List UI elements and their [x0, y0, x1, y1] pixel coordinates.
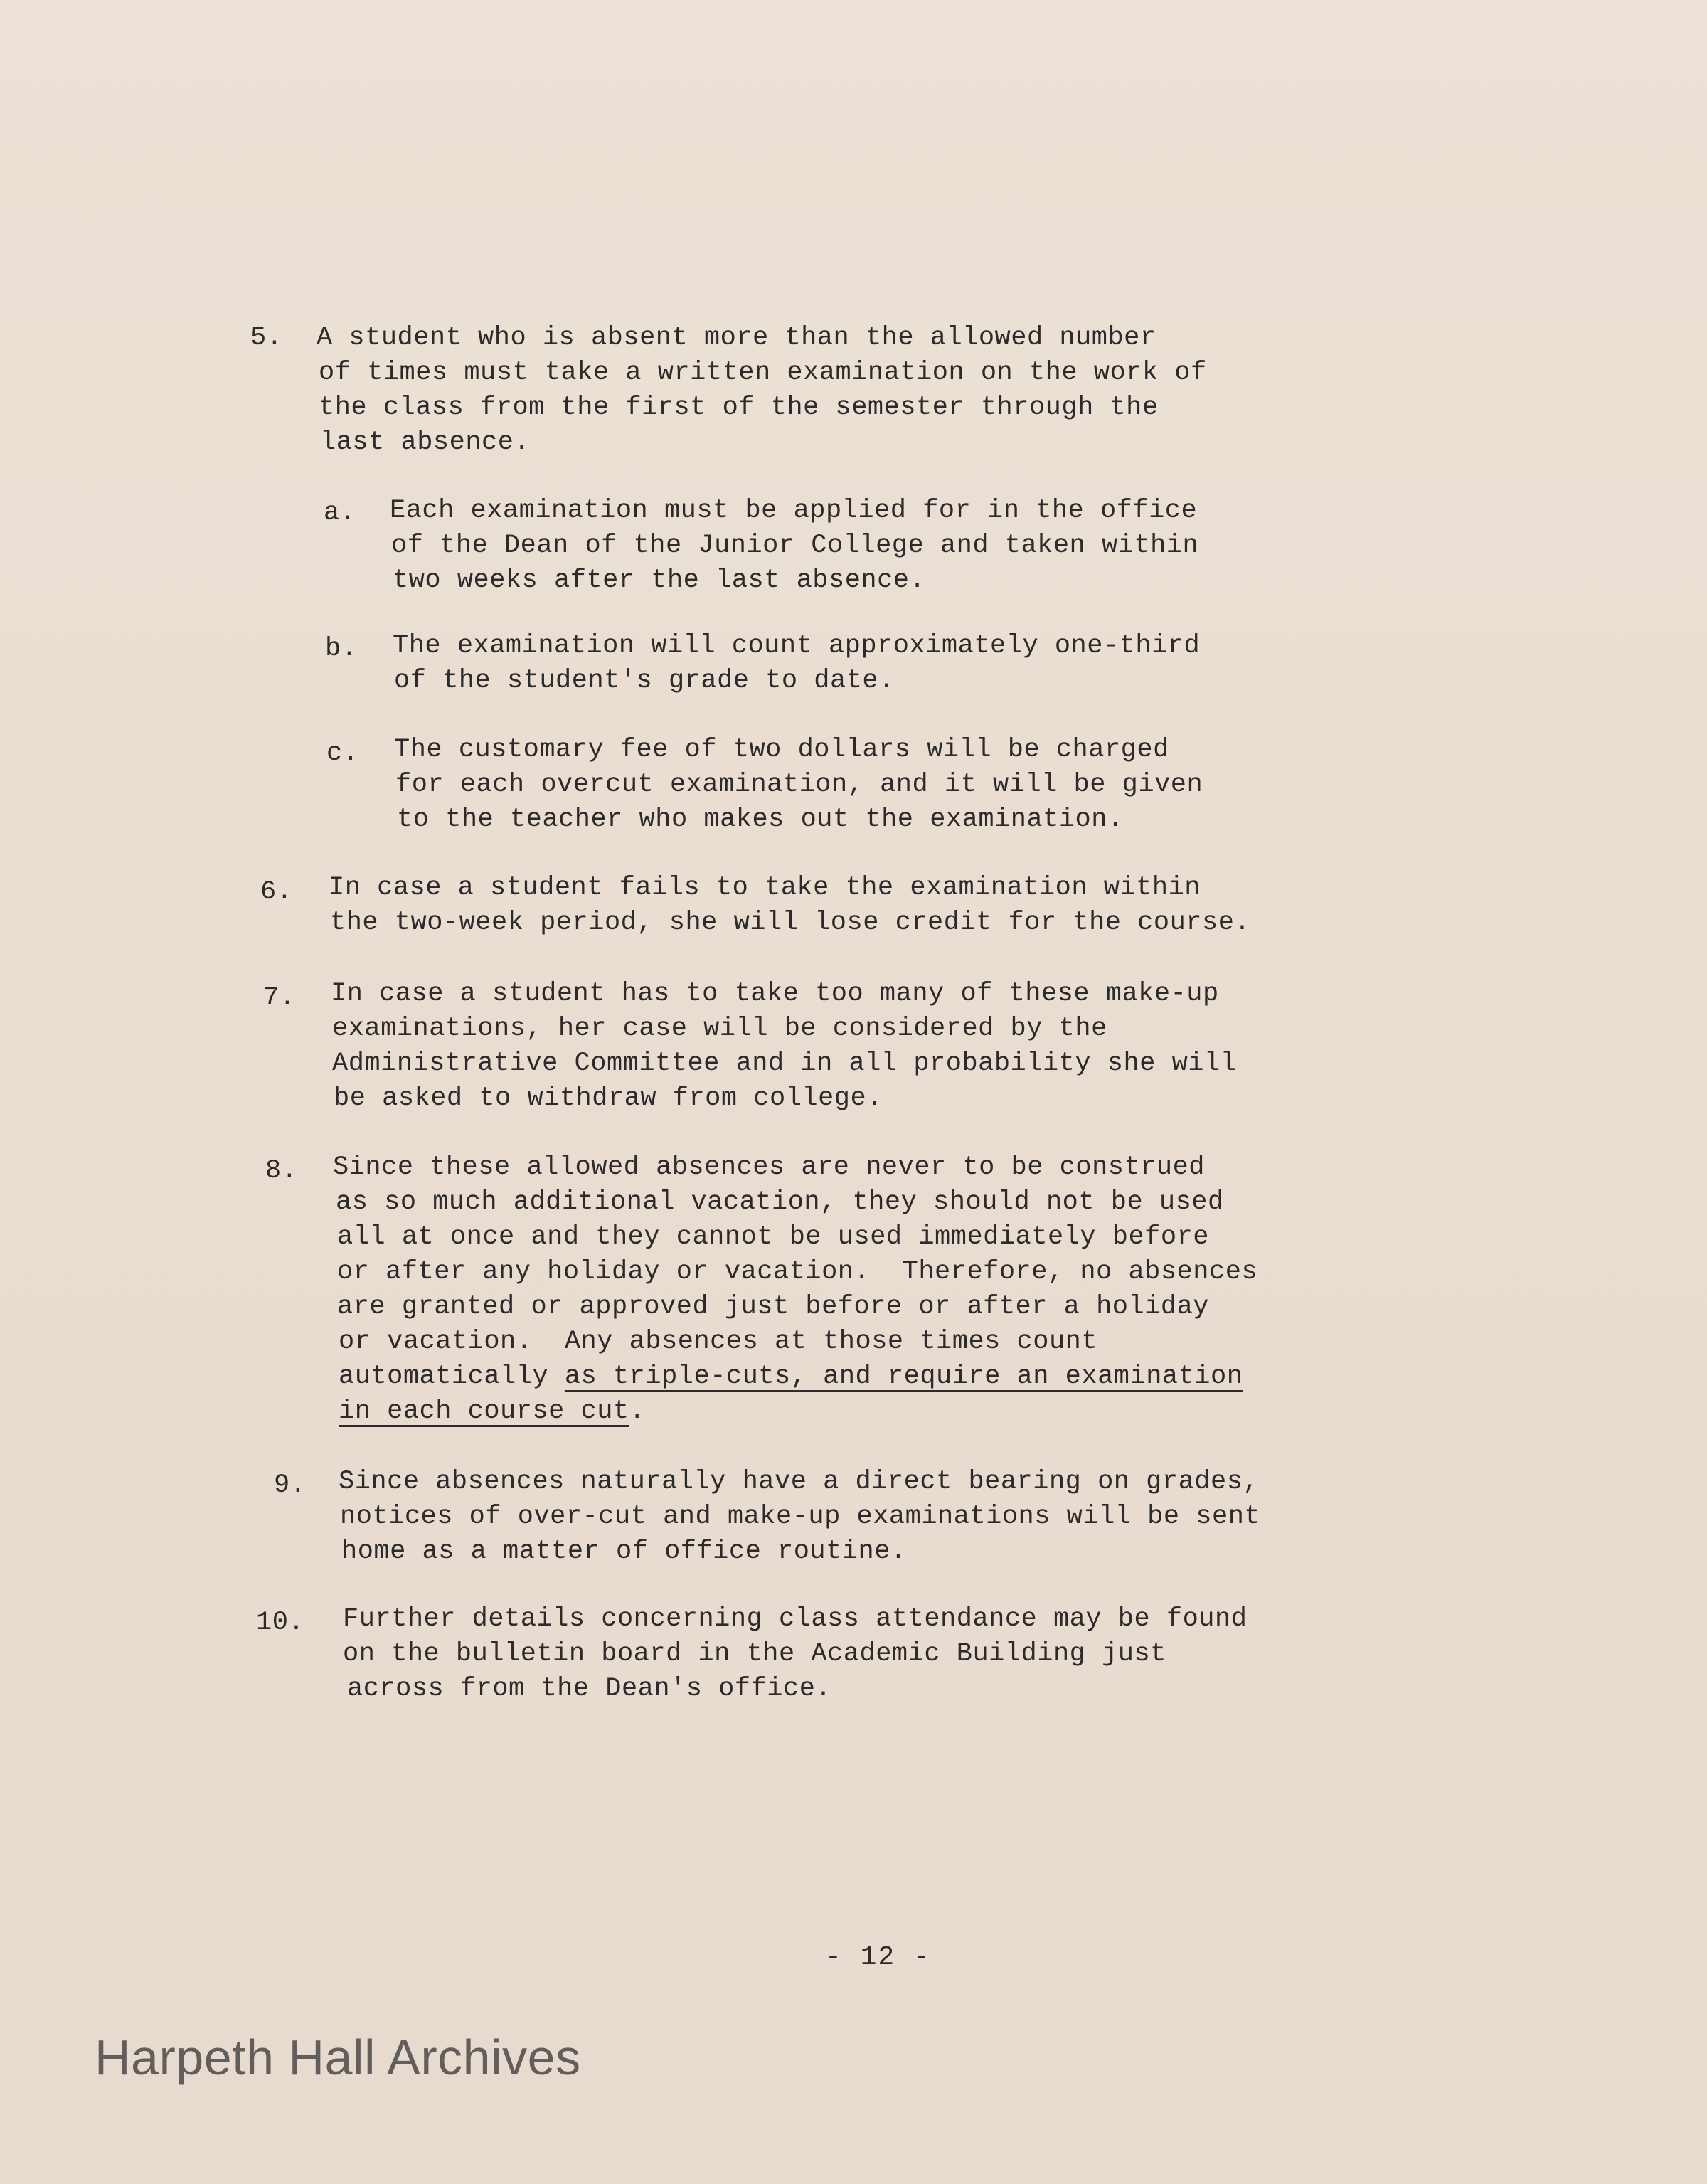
item-line [339, 1394, 645, 1429]
item-number: 5. [250, 323, 283, 353]
item-number: 10. [256, 1608, 305, 1638]
item-line: across from the Dean's office. [347, 1674, 832, 1704]
item-line: home as a matter of office routine. [341, 1537, 907, 1567]
archive-watermark: Harpeth Hall Archives [95, 2030, 581, 2085]
item-line: are granted or approved just before or after a holiday [337, 1292, 1209, 1322]
item-line: The examination will count approximately one-third [393, 631, 1201, 661]
item-line: Further details concerning class attendance may be found [343, 1604, 1248, 1634]
item-line: examinations, her case will be considered by the [332, 1014, 1107, 1044]
item-line: or after any holiday or vacation. Therefore, no absences [337, 1257, 1258, 1287]
item-line: Since absences naturally have a direct bearing on grades, [339, 1467, 1260, 1497]
item-line: In case a student fails to take the examination within [329, 873, 1201, 903]
item-line: or vacation. Any absences at those times count [339, 1327, 1098, 1357]
item-line-plain: automatically [339, 1362, 565, 1391]
item-line: the class from the first of the semester through the [319, 393, 1159, 423]
item-line: for each overcut examination, and it will be given [395, 770, 1203, 800]
item-line: last absence. [320, 428, 531, 457]
item-line: be asked to withdraw from college. [334, 1083, 883, 1113]
page-number: - 12 - [825, 1942, 931, 1973]
item-line: on the bulletin board in the Academic Building just [343, 1639, 1166, 1669]
item-line: The customary fee of two dollars will be charged [394, 735, 1169, 765]
item-line-underlined: in each course cut [339, 1396, 629, 1426]
item-line-plain: . [629, 1396, 646, 1426]
item-line-underlined: as triple-cuts, and require an examination [564, 1362, 1243, 1391]
item-number: 6. [260, 877, 293, 907]
item-line: as so much additional vacation, they should not be used [336, 1187, 1224, 1217]
item-line: Administrative Committee and in all probability she will [332, 1049, 1237, 1078]
item-line: In case a student has to take too many of these make-up [331, 979, 1219, 1009]
item-number: a. [324, 498, 356, 528]
item-line [339, 1359, 1243, 1394]
item-line: of the student's grade to date. [394, 666, 895, 696]
item-number: b. [325, 634, 358, 664]
item-number: 7. [263, 983, 296, 1013]
item-line: all at once and they cannot be used immediately before [337, 1222, 1209, 1252]
item-line: Since these allowed absences are never to be construed [333, 1152, 1205, 1182]
item-line: Each examination must be applied for in the office [390, 496, 1198, 526]
item-line: the two-week period, she will lose credit for the course. [330, 908, 1251, 938]
item-line: two weeks after the last absence. [393, 566, 926, 595]
item-line: notices of over-cut and make-up examinations will be sent [340, 1502, 1261, 1532]
item-line: of times must take a written examination on the work of [319, 358, 1207, 388]
item-number: c. [326, 738, 359, 768]
item-line: A student who is absent more than the allowed number [317, 323, 1156, 353]
item-number: 9. [274, 1470, 307, 1500]
item-number: 8. [265, 1156, 298, 1186]
item-line: to the teacher who makes out the examination. [397, 805, 1124, 834]
item-line: of the Dean of the Junior College and taken within [391, 531, 1199, 561]
